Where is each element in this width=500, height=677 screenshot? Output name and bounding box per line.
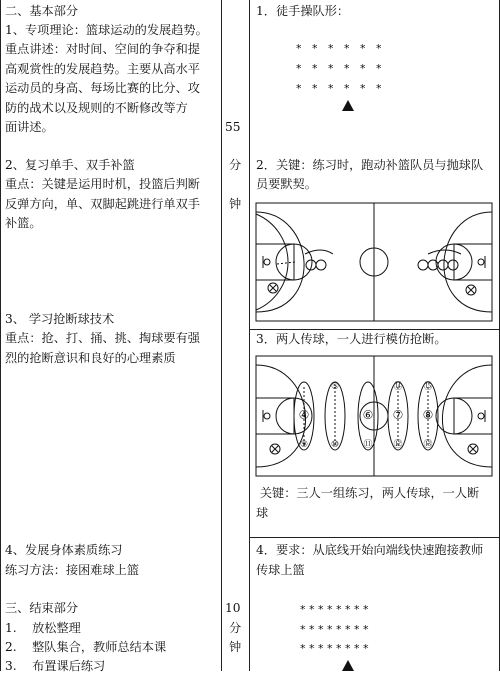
drill3-label: 3．两人传球，一人进行模仿抢断。: [256, 332, 447, 346]
player-number: ⑦: [392, 408, 404, 422]
ending-star-row: * * * * * * * *: [300, 603, 369, 616]
item3-key-line: 重点：抢、打、捅、挑、掏球要有强: [5, 331, 200, 345]
player-number: ⑪: [363, 440, 373, 450]
player-number: ⑫: [393, 440, 403, 450]
item1-key-line: 运动员的身高、每场比赛的比分、攻: [5, 81, 200, 95]
item2-key-line: 反弹方向，单、双脚起跳进行单双手: [5, 197, 200, 211]
item1-key-line: 面讲述。: [5, 120, 54, 134]
player-number: ⑭: [393, 382, 403, 392]
time-value-basic: 55: [225, 120, 241, 134]
item1-key-line: 重点讲述：对时间、空间的争夺和提: [5, 42, 200, 56]
drill3-key-line: 球: [256, 506, 269, 520]
drill4-requirement-line: 传球上篮: [256, 563, 305, 577]
ending-item: 3. 布置课后练习: [5, 659, 106, 673]
ending-star-row: * * * * * * * *: [300, 623, 369, 636]
player-number: ⑤: [330, 382, 340, 392]
formation-star-row: * * * * * *: [296, 82, 382, 95]
player-number: ⑮: [423, 382, 433, 392]
player-number: ⑬: [423, 440, 433, 450]
item1-title: 1、专项理论：篮球运动的发展趋势。: [5, 23, 208, 37]
table-border-left: [0, 0, 1, 671]
player-number: ⑩: [330, 440, 340, 450]
drill2-key-line: 2．关键：练习时，跑动补篮队员与抛球队: [256, 158, 484, 172]
teacher-triangle-icon: [342, 100, 354, 111]
item4-title: 4、发展身体素质练习: [5, 543, 123, 557]
item2-title: 2、复习单手、双手补篮: [5, 158, 135, 172]
row-divider-right-2: [249, 537, 499, 538]
item4-method: 练习方法：接困难球上篮: [5, 563, 140, 577]
section-title-ending: 三、结束部分: [5, 601, 79, 615]
time-unit: 分: [229, 158, 242, 172]
player-number: ④: [298, 408, 310, 422]
drill2-key-line: 员要默契。: [256, 177, 317, 191]
teacher-triangle-icon: [342, 660, 354, 671]
ending-item: 1. 放松整理: [5, 621, 81, 635]
item2-key-line: 补篮。: [5, 216, 42, 230]
time-unit: 钟: [229, 197, 242, 211]
column-divider-2: [249, 0, 250, 671]
basketball-court-diagram-1: [255, 202, 493, 322]
basketball-court-diagram-2: [255, 355, 493, 477]
column-divider-1: [221, 0, 222, 671]
item3-title: 3、 学习抢断球技术: [5, 312, 115, 326]
player-number: ⑨: [299, 440, 309, 450]
player-number: ⑧: [422, 408, 434, 422]
drill4-requirement-line: 4．要求：从底线开始向端线快速跑接教师: [256, 543, 484, 557]
ending-star-row: * * * * * * * *: [300, 642, 369, 655]
time-value-ending: 10: [225, 601, 241, 615]
item1-key-line: 高观赏性的发展趋势。主要从高水平: [5, 62, 200, 76]
formation-label: 1．徒手操队形：: [256, 4, 350, 18]
time-unit: 分: [229, 621, 242, 635]
item1-key-line: 防的战术以及规则的不断修改等方: [5, 101, 188, 115]
formation-star-row: * * * * * *: [296, 62, 382, 75]
time-unit: 钟: [229, 640, 242, 654]
item2-key-line: 重点：关键是运用时机，投篮后判断: [5, 177, 200, 191]
item3-key-line: 烈的抢断意识和良好的心理素质: [5, 351, 176, 365]
player-number: ⑥: [362, 408, 374, 422]
ending-item: 2. 整队集合，教师总结本课: [5, 640, 167, 654]
section-title-basic: 二、基本部分: [5, 4, 79, 18]
player-numbers: [299, 381, 434, 450]
drill3-key-line: 关键：三人一组练习，两人传球，一人断: [256, 486, 480, 500]
formation-star-row: * * * * * *: [296, 42, 382, 55]
